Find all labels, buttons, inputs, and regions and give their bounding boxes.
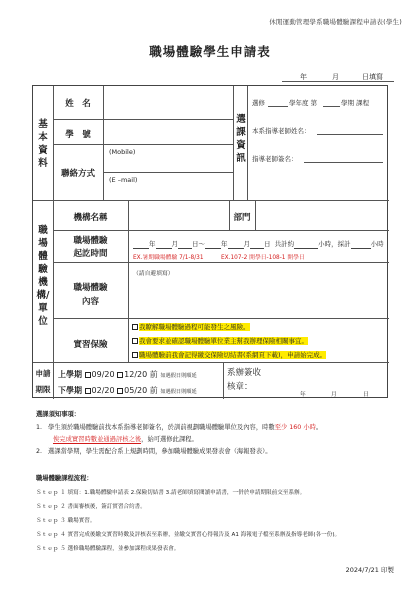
content-label-line1: 職場體驗 [73, 283, 108, 293]
insurance-item-3: 職場體驗前我會記得繳交保險切結書(系網頁下載)，申請始完成。 [132, 350, 326, 359]
note-1-line2: 俟完成實習時數並通過評核之後，始可選修此課程。 [53, 436, 198, 443]
note-2: 2. 選課當學期，學生需配合系上規劃時間，參加職場體驗成果發表會（海報發表）。 [36, 448, 272, 455]
insurance-label: 實習保險 [73, 340, 108, 350]
date-day: 日填寫 [362, 73, 383, 81]
name-label: 姓 名 [65, 99, 91, 109]
apply-label-line1: 申請 [35, 369, 51, 378]
period-label-line1: 職場體驗 [73, 236, 108, 246]
org-name-label: 機構名稱 [73, 213, 108, 223]
contact-label: 聯絡方式 [60, 169, 95, 179]
email-label: (E –mail) [109, 176, 138, 184]
course-line-post: 學期 課程 [341, 99, 370, 107]
course-line-mid: 學年度 第 [289, 99, 318, 107]
period-example-semester: EX.107-2 開學日-108-1 開學日 [221, 255, 305, 261]
section-basic: 基本資料 [38, 119, 48, 169]
flow-step-5: Ｓｔｅｐ ５ 選修職場體驗課程，並參加課程成果發表會。 [36, 546, 180, 552]
flow-step-1: Ｓｔｅｐ １ 填寫：1.職場體驗申請表 2.保險切結書 3.請老師填寫閱讀申請書，一併於申請期限前交至系辦。 [36, 490, 306, 496]
date-month: 月 [332, 73, 339, 81]
insurance-item-2: 我會要求並確認職場體驗單位業主幫我辦理保險相關事宜。 [132, 336, 308, 345]
notes-title: 選課須知事項： [36, 411, 81, 418]
advisor-name-label: 本系指導老師姓名： [252, 127, 311, 135]
apply-lower-semester: 下學期 02/20 05/20 前 如遇假日則順延 [58, 386, 197, 395]
document-tag: 休閒運動管理學系職場體驗課程申請表(學生) [269, 18, 402, 26]
print-date: 2024/7/21 印製 [345, 566, 394, 574]
date-year: 年 [300, 73, 307, 81]
note-1: 1. 學生須於職場體驗前找本系指導老師簽名，於訓前視劃職場體驗單位及內容，時數至少 160 小時。 [36, 424, 323, 431]
page-title: 職場體驗學生申請表 [149, 44, 271, 59]
mobile-label: (Mobile) [109, 148, 136, 156]
approval-month: 月 [331, 392, 337, 398]
apply-label-line2: 期限 [35, 385, 51, 394]
flow-step-3: Ｓｔｅｐ ３ 職場實習。 [36, 518, 96, 524]
insurance-checkbox-3[interactable] [132, 352, 138, 358]
flow-title: 職場體驗課程流程： [36, 475, 93, 482]
department-label: 部門 [233, 213, 251, 223]
content-label-line2: 內容 [81, 297, 99, 307]
content-hint: （請自避填寫） [133, 271, 174, 277]
insurance-checkbox-1[interactable] [132, 324, 138, 330]
approval-day: 日 [363, 392, 369, 398]
section-organization: 職場體驗機構/單位 [36, 225, 50, 327]
period-start-line: 年 月 日～ 年 月 日 共計約 小時，採計 小時 [133, 239, 384, 249]
period-example-summer: EX.暑期職場體驗 7/1-8/31 [133, 255, 204, 261]
section-course-info: 選課資訊 [236, 114, 246, 164]
flow-step-4: Ｓｔｅｐ ４ 實習完成後繳交實習時數及評核表至系辦，並繳交實習心得報告及 A1 海報電子檔至系辦及指導老師(各一份)。 [36, 532, 341, 538]
flow-step-2: Ｓｔｅｐ ２ 書面審核後，簽訂實習合約書。 [36, 504, 146, 510]
office-receipt-label: 系辦簽收 [227, 368, 262, 378]
course-line-pre: 選修 [252, 99, 265, 107]
approval-label: 核章： [227, 382, 253, 392]
period-label-line2: 起訖時間 [73, 249, 108, 259]
approval-year: 年 [300, 392, 306, 398]
insurance-checkbox-2[interactable] [132, 338, 138, 344]
advisor-signature-label: 指導老師簽名： [252, 155, 298, 163]
insurance-item-1: 我瞭解職場體驗過程可能發生之風險。 [132, 322, 250, 331]
apply-upper-semester: 上學期 09/20 12/20 前 如遇假日則順延 [58, 370, 197, 379]
application-table [32, 85, 388, 398]
student-id-label: 學 號 [65, 130, 91, 140]
